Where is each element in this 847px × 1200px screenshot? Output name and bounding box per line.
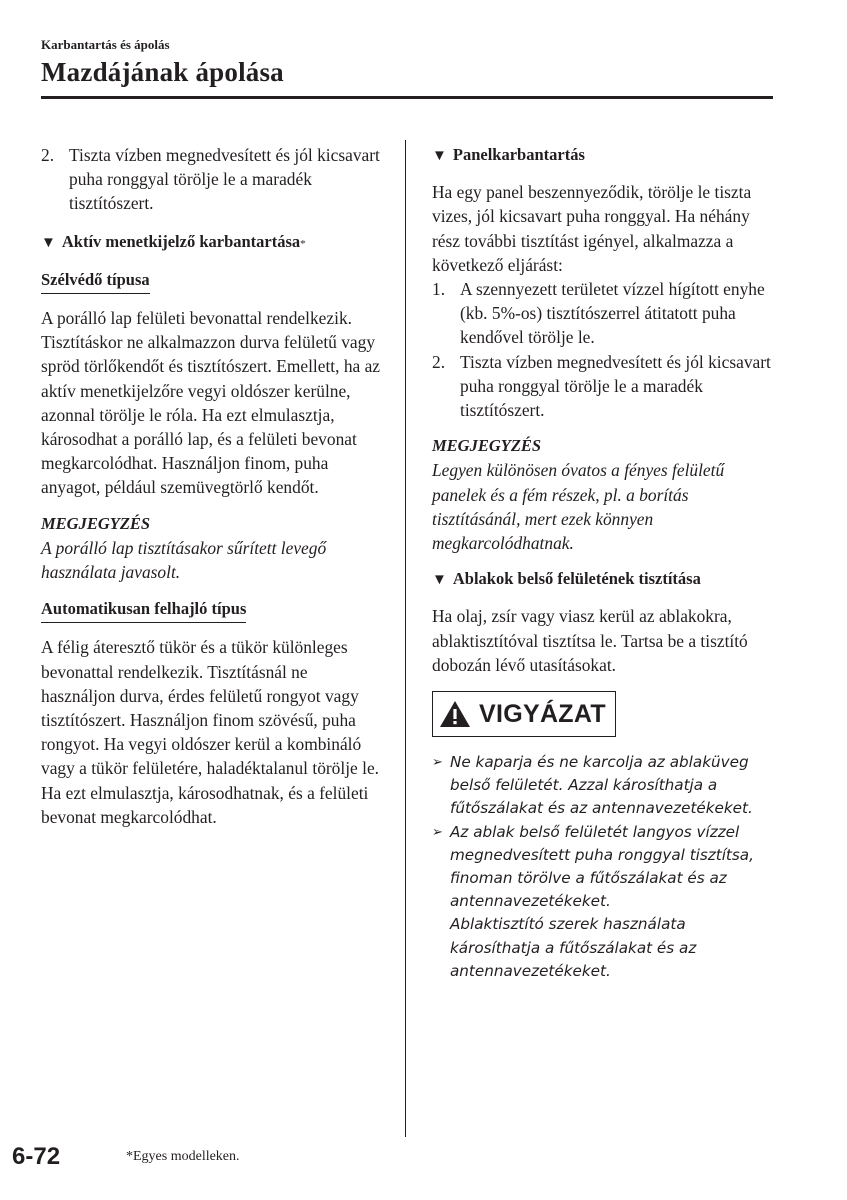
triangle-down-icon: ▼ (41, 234, 56, 251)
heading-text: Aktív menetkijelző karbantartása (61, 231, 301, 251)
section-heading-active-display: ▼ Aktív menetkijelző karbantartása * (41, 230, 386, 255)
note-text: Legyen különösen óvatos a fényes felületű panelek és a fém részek, pl. a borítás tisztításánál, mert ezek könnyen megkarcolódhatnak. (432, 460, 725, 554)
section-label: Karbantartás és ápolás (41, 37, 170, 52)
list-number: 2. (41, 145, 55, 165)
column-divider (405, 140, 406, 1137)
triangle-down-icon: ▼ (432, 572, 447, 589)
warning-text: Az ablak belső felületét langyos vízzel megnedvesített puha ronggyal tisztítsa, finoman törölve a fűtőszálakat és az antennavezetékeket. (450, 822, 754, 911)
paragraph-windshield: A porálló lap felületi bevonattal rendelkezik. Tisztításkor ne alkalmazzon durva felületű vagy spröd törlőkendőt és tisztítószert. Emellett, ha az aktív menetkijelzőre vegyi oldószer kerülne, azonnal törölje le róla. Ha ezt elmulasztja, károsodhat a porálló lap, és a felületi bevonat megkarcolódhat. Használjon finom, puha anyagot, például szemüvegtörlő kendőt. (41, 308, 381, 498)
list-item (432, 350, 777, 423)
section-heading-windows (432, 567, 777, 592)
triangle-down-icon: ▼ (432, 148, 447, 164)
left-column (41, 143, 386, 829)
paragraph-auto: A félig áteresztő tükör és a tükör különleges bevonattal rendelkezik. Tisztításnál ne használjon durva, érdes felületű rongyot vagy tisztítószert. Használjon finom szövésű, puha rongyot. Ha vegyi oldószer kerül a kombináló vagy a tükör felületére, haladéktalanul törölje le. Ha ezt elmulasztja, károsodhatnak, és a felületi bevonat megkarcolódhat. (41, 637, 380, 827)
arrow-bullet-icon: ➢ (432, 755, 443, 771)
heading-text: Panelkarbantartás (452, 145, 585, 164)
heading-text: Ablakok belső felületének tisztítása (452, 569, 701, 589)
list-number: 2. (432, 351, 446, 372)
right-column (432, 143, 777, 983)
paragraph-windows: Ha olaj, zsír vagy viasz kerül az ablakokra, ablaktisztítóval tisztítsa le. Tartsa be a tisztító dobozán lévő utasításokat. (432, 606, 748, 675)
list-text: Tiszta vízben megnedvesített és jól kicsavart puha ronggyal törölje le a maradék tisztítószert. (460, 351, 771, 421)
subheading-auto: Automatikusan felhajló típus (41, 597, 246, 623)
note-label: MEGJEGYZÉS (432, 436, 542, 456)
header-rule (41, 96, 773, 99)
warning-label: VIGYÁZAT (479, 699, 606, 728)
list-item (41, 143, 386, 216)
page-title: Mazdájának ápolása (41, 57, 284, 87)
list-text: A szennyezett területet vízzel hígított enyhe (kb. 5%-os) tisztítószerrel átitatott puha kendővel törölje le. (460, 279, 765, 348)
warning-triangle-icon (439, 700, 471, 728)
warning-extra-text: Ablaktisztító szerek használata károsíthatja a fűtőszálakat és az antennavezetékeket. (450, 915, 697, 980)
warning-item (432, 751, 777, 821)
warning-text: Ne kaparja és ne karcolja az ablaküveg belső felületét. Azzal károsíthatja a fűtőszálakat és az antennavezetékeket. (450, 753, 753, 818)
subheading-windshield: Szélvédő típusa (41, 268, 150, 294)
list-number: 1. (432, 279, 446, 300)
warning-list (432, 751, 777, 983)
warning-box (432, 691, 616, 737)
arrow-bullet-icon: ➢ (432, 824, 443, 840)
section-heading-panel (432, 143, 777, 168)
footnote: *Egyes modelleken. (126, 1149, 240, 1164)
warning-item (432, 821, 777, 983)
note-text: A porálló lap tisztításakor sűrített levegő használata javasolt. (41, 537, 327, 583)
page-number: 6-72 (12, 1143, 61, 1170)
note-label: MEGJEGYZÉS (41, 513, 151, 533)
list-text: Tiszta vízben megnedvesített és jól kicsavart puha ronggyal törölje le a maradék tisztítószert. (69, 145, 380, 214)
paragraph-panel: Ha egy panel beszennyeződik, törölje le tiszta vizes, jól kicsavart puha ronggyal. Ha néhány rész további tisztítást igényel, alkalmazza a következő eljárást: (432, 182, 752, 275)
list-item (432, 277, 777, 350)
